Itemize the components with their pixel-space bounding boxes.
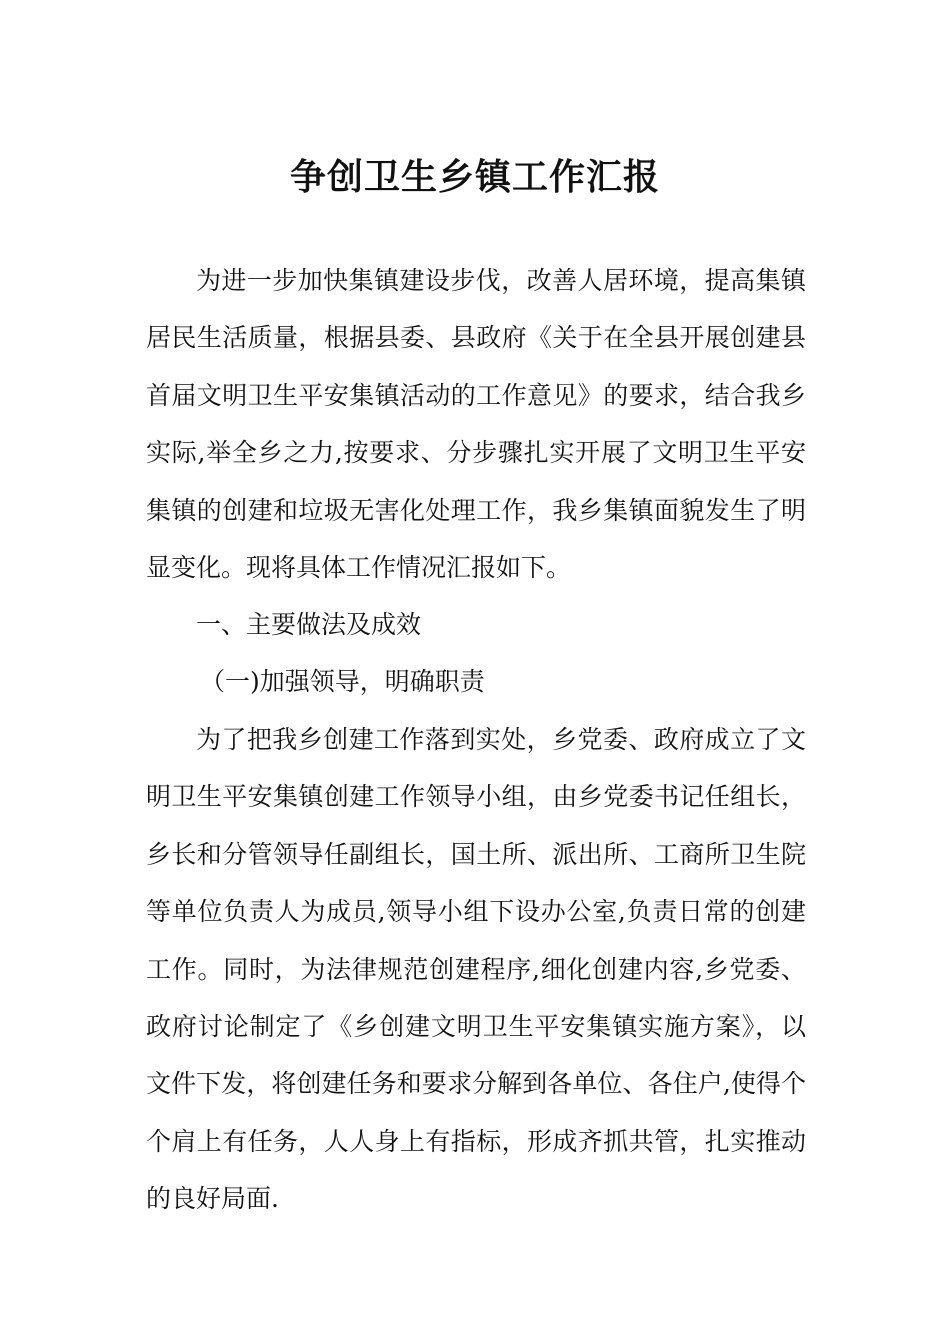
- intro-paragraph: 为进一步加快集镇建设步伐，改善人居环境，提高集镇居民生活质量，根据县委、县政府《关于在全县开展创建县首届文明卫生平安集镇活动的工作意见》的要求，结合我乡实际,举全乡之力,按要求、分步骤扎实开展了文明卫生平安集镇的创建和垃圾无害化处理工作，我乡集镇面貌发生了明显变化。现将具体工作情况汇报如下。: [146, 266, 806, 583]
- document-title: 争创卫生乡镇工作汇报: [289, 156, 660, 199]
- section-heading: 一、主要做法及成效: [196, 610, 422, 639]
- subsection-heading: （一)加强领导，明确职责: [200, 667, 485, 696]
- body-paragraph: 为了把我乡创建工作落到实处，乡党委、政府成立了文明卫生平安集镇创建工作领导小组，由乡党委书记任组长，乡长和分管领导任副组长，国土所、派出所、工商所卫生院等单位负责人为成员,领导小组下设办公室,负责日常的创建工作。同时，为法律规范创建程序,细化创建内容,乡党委、政府讨论制定了《乡创建文明卫生平安集镇实施方案》，以文件下发，将创建任务和要求分解到各单位、各住户,使得个个肩上有任务，人人身上有指标，形成齐抓共管，扎实推动的良好局面.: [146, 725, 806, 1214]
